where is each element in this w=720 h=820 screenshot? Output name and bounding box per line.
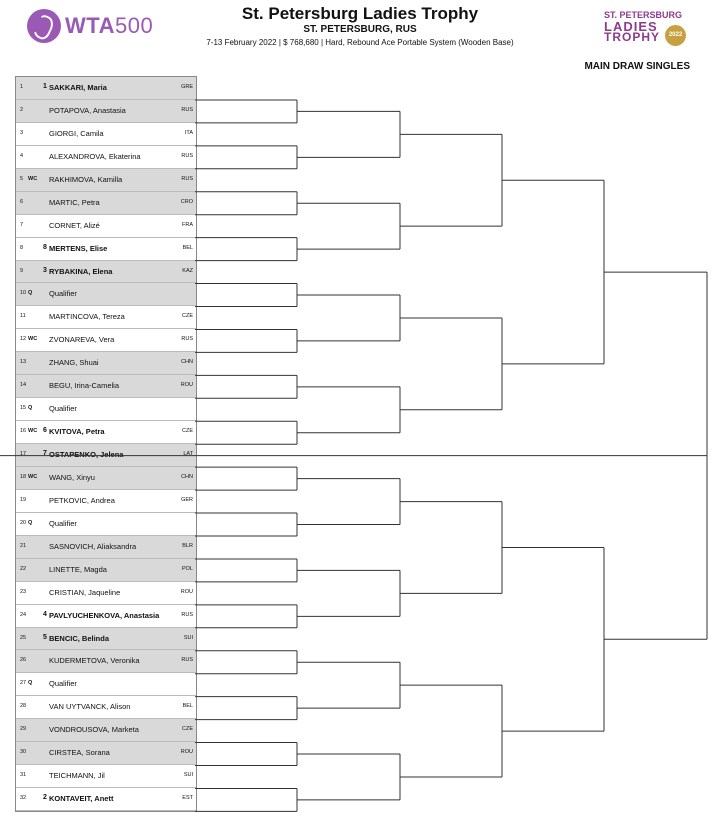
player-name: Qualifier [49,404,77,414]
player-nationality: CRO [180,198,193,205]
player-name: RYBAKINA, Elena [49,266,113,276]
player-nationality: BEL [182,703,193,710]
player-name: Qualifier [49,289,77,299]
player-nationality: RUS [181,152,193,159]
draw-position: 14 [20,382,27,389]
player-name: MERTENS, Elise [49,243,108,253]
draw-position: 1 [20,84,24,90]
draw-position: 21 [20,542,27,549]
seed-number: 1 [43,83,47,90]
player-nationality: RUS [181,106,193,113]
draw-position: 8 [20,244,24,251]
seed-number: 8 [43,243,47,251]
entry-status: WC [28,336,38,343]
draw-position: 15 [20,405,27,412]
player-nationality: RUS [181,175,193,182]
player-nationality: FRA [182,221,193,228]
draw-position: 28 [20,703,27,710]
player-nationality: ROU [180,749,193,756]
tournament-title: St. Petersburg Ladies Trophy [241,4,479,23]
draw-position: 16 [20,428,27,435]
entry-status: Q [28,290,33,297]
player-name: CRISTIAN, Jaqueline [49,587,121,597]
player-nationality: RUS [181,611,193,618]
wta-logo-text: WTA500 [65,13,154,38]
draw-position: 26 [20,657,27,664]
draw-position: 10 [20,290,27,297]
entry-status: WC [28,428,38,435]
draw-position: 22 [20,565,27,572]
player-nationality: GRE [181,84,193,90]
draw-position: 18 [20,473,27,480]
player-name: KONTAVEIT, Anett [49,794,114,804]
player-name: RAKHIMOVA, Kamilla [49,174,123,184]
draw-position: 19 [20,496,27,503]
entry-status: WC [28,473,38,480]
player-name: POTAPOVA, Anastasia [49,105,126,115]
event-logo-line1: ST. PETERSBURG [604,10,683,20]
draw-position: 5 [20,175,24,182]
seed-number: 4 [43,610,47,618]
draw-position: 24 [20,611,27,618]
player-nationality: POL [181,565,193,572]
seed-number: 3 [43,266,47,274]
tournament-location: ST. PETERSBURG, RUS [303,24,417,35]
draw-position: 6 [20,198,24,205]
draw-position: 11 [20,313,26,320]
draw-position: 2 [20,106,24,113]
player-nationality: ROU [180,382,193,389]
entry-status: Q [28,405,33,412]
draw-position: 4 [20,152,24,159]
player-name: TEICHMANN, Jil [49,771,105,781]
player-name: MARTINCOVA, Tereza [49,312,125,322]
seed-number: 6 [43,427,47,435]
draw-position: 3 [20,129,24,136]
player-name: PETKOVIC, Andrea [49,495,115,505]
draw-position: 25 [20,634,27,641]
player-nationality: BEL [182,244,193,251]
player-name: Qualifier [49,679,77,689]
player-nationality: SUI [183,772,193,779]
player-name: KUDERMETOVA, Veronika [49,656,140,666]
draw-label: MAIN DRAW SINGLES [584,61,690,72]
draw-position: 17 [20,451,27,457]
draw-position: 27 [20,680,27,687]
draw-position: 12 [20,336,27,343]
player-nationality: CZE [182,313,193,320]
seed-number: 2 [43,794,47,802]
player-name: BEGU, Irina-Camelia [49,381,120,391]
player-nationality: KAZ [182,267,193,274]
seed-number: 5 [43,633,47,641]
player-name: VONDROUSOVA, Marketa [49,725,139,735]
player-nationality: CZE [182,428,193,435]
player-nationality: EST [182,795,193,802]
player-nationality: RUS [181,336,193,343]
draw-position: 29 [20,726,27,733]
player-nationality: GER [181,496,193,503]
draw-position: 13 [20,359,27,366]
player-nationality: BLR [182,542,193,549]
event-logo-line3: TROPHY [604,30,661,44]
player-name: MARTIC, Petra [49,197,100,207]
draw-position: 7 [20,221,24,228]
tournament-info: 7-13 February 2022 | $ 768,680 | Hard, Rebound Ace Portable System (Wooden Base) [206,38,514,47]
draw-position: 23 [20,588,27,595]
event-logo-line2: LADIES [604,19,658,34]
entry-status: Q [28,519,33,526]
player-nationality: RUS [181,657,193,664]
player-name: ZHANG, Shuai [49,358,99,368]
seed-number: 7 [43,450,47,457]
player-name: CORNET, Alizé [49,220,100,230]
draw-position: 9 [20,267,24,274]
entry-status: Q [28,680,33,687]
player-name: LINETTE, Magda [49,564,107,574]
player-name: WANG, Xinyu [49,472,95,482]
player-name: BENCIC, Belinda [49,633,110,643]
player-nationality: ROU [180,588,193,595]
player-name: CIRSTEA, Sorana [49,748,110,758]
player-nationality: ITA [184,129,193,136]
draw-position: 30 [20,749,27,756]
player-nationality: LAT [183,451,193,457]
player-nationality: CHN [181,473,193,480]
player-name: ALEXANDROVA, Ekaterina [49,151,141,161]
player-name: SASNOVICH, Aliaksandra [49,541,137,551]
player-nationality: CHN [181,359,193,366]
draw-position: 20 [20,519,27,526]
entry-status: WC [28,175,38,182]
player-nationality: CZE [182,726,193,733]
player-name: VAN UYTVANCK, Alison [49,702,131,712]
player-name: Qualifier [49,518,77,528]
player-name: KVITOVA, Petra [49,427,105,437]
player-nationality: SUI [183,634,193,641]
draw-position: 31 [20,772,27,779]
player-name: SAKKARI, Maria [49,83,107,92]
player-name: ZVONAREVA, Vera [49,335,115,345]
draw-position: 32 [20,795,27,802]
event-year-badge: 2022 [665,25,686,46]
player-name: PAVLYUCHENKOVA, Anastasia [49,610,160,620]
player-name: OSTAPENKO, Jelena [49,450,124,459]
player-name: GIORGI, Camila [49,128,104,138]
